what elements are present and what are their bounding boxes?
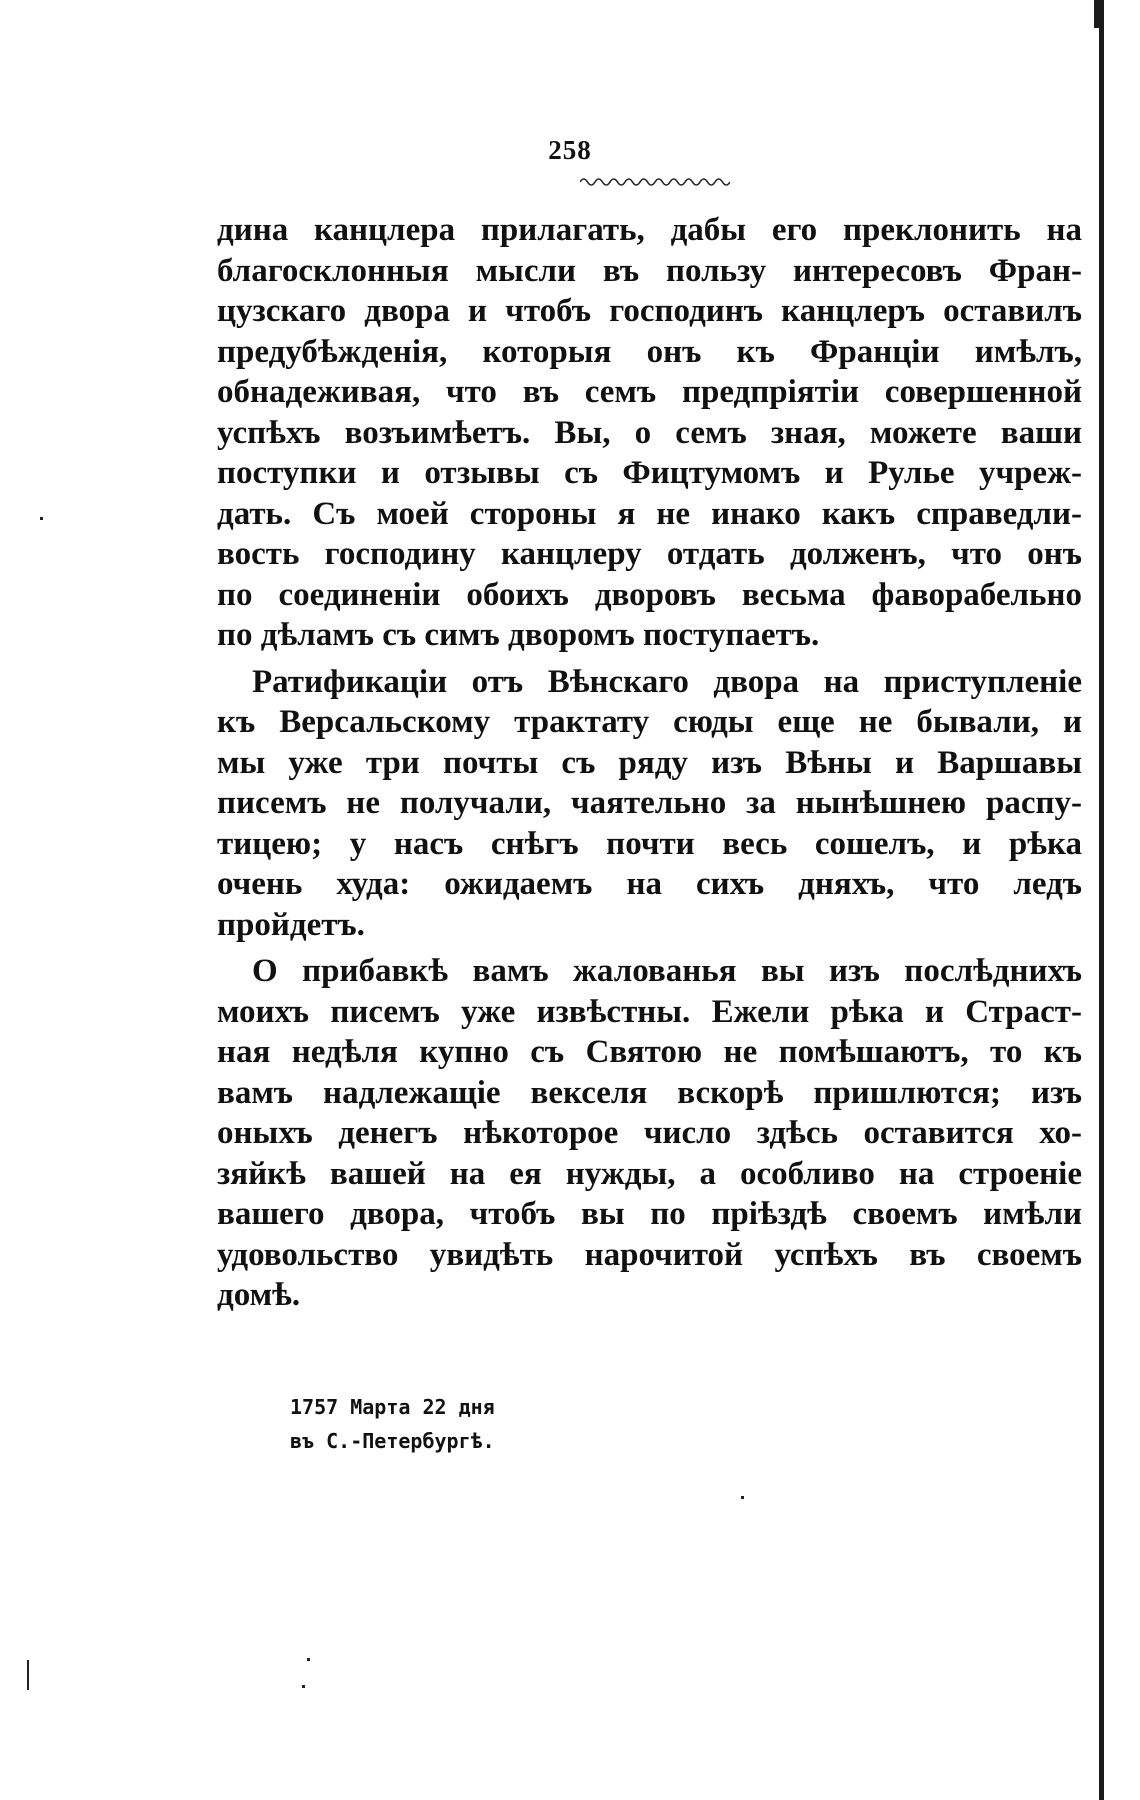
text-line: ная недѣля купно съ Святою не помѣшаютъ, то къ bbox=[217, 1034, 1082, 1070]
body-text bbox=[217, 210, 1082, 1316]
dateline-place: въ С.-Петербургѣ. bbox=[290, 1429, 495, 1453]
text-line: вашего двора, чтобъ вы по пріѣздѣ своемъ имѣли bbox=[217, 1196, 1082, 1232]
page-edge-border-top bbox=[1094, 0, 1104, 28]
text-line: поступки и отзывы съ Фицтумомъ и Рулье учреж- bbox=[217, 455, 1082, 491]
page-edge-border bbox=[1099, 0, 1104, 1800]
dateline bbox=[290, 1390, 495, 1458]
text-line: дать. Съ моей стороны я не инако какъ справедли- bbox=[217, 495, 1082, 532]
text-line: писемъ не получали, чаятельно за нынѣшнею распу- bbox=[217, 785, 1082, 821]
text-line: вамъ надлежащіе векселя вскорѣ пришлются; изъ bbox=[217, 1074, 1082, 1111]
text-line: оныхъ денегъ нѣкоторое число здѣсь оставится хо- bbox=[217, 1115, 1082, 1151]
scan-speck bbox=[40, 517, 43, 520]
text-line: Ратификаціи отъ Вѣнскаго двора на приступленіе bbox=[252, 663, 1082, 700]
paragraph bbox=[217, 210, 1082, 656]
text-line: тицею; у насъ снѣгъ почти весь сошелъ, и рѣка bbox=[217, 825, 1082, 862]
text-line: пройдетъ. bbox=[217, 906, 365, 943]
text-line: зяйкѣ вашей на ея нужды, а особливо на строеніе bbox=[217, 1155, 1082, 1192]
scan-line-artifact bbox=[27, 1660, 29, 1690]
text-line: къ Версальскому трактату сюды еще не бывали, и bbox=[217, 704, 1082, 740]
dateline-date: 1757 Марта 22 дня bbox=[290, 1395, 495, 1419]
text-line: дина канцлера прилагать, дабы его преклонить на bbox=[217, 212, 1082, 248]
decorative-wave-rule bbox=[580, 176, 730, 188]
scan-speck bbox=[302, 1685, 305, 1688]
text-line: по соединеніи обоихъ дворовъ весьма фаворабельно bbox=[217, 576, 1082, 613]
paragraph bbox=[217, 662, 1082, 946]
text-line: цузскаго двора и чтобъ господинъ канцлеръ оставилъ bbox=[217, 293, 1082, 329]
text-line: обнадеживая, что въ семъ предпріятіи совершенной bbox=[217, 374, 1082, 410]
text-line: по дѣламъ съ симъ дворомъ поступаетъ. bbox=[217, 617, 820, 653]
text-line: мы уже три почты съ ряду изъ Вѣны и Варшавы bbox=[217, 744, 1082, 781]
text-line: успѣхъ возъимѣетъ. Вы, о семъ зная, можете ваши bbox=[217, 414, 1082, 451]
paragraph bbox=[217, 951, 1082, 1316]
text-line: домѣ. bbox=[217, 1277, 301, 1313]
text-line: моихъ писемъ уже извѣстны. Ежели рѣка и Страст- bbox=[217, 993, 1082, 1030]
text-line: удовольство увидѣть нарочитой успѣхъ въ своемъ bbox=[217, 1236, 1082, 1273]
text-line: благосклонныя мысли въ пользу интересовъ Фран- bbox=[217, 252, 1082, 289]
text-line: вость господину канцлеру отдать долженъ, что онъ bbox=[217, 536, 1082, 572]
scan-speck bbox=[307, 1658, 310, 1661]
page-number: 258 bbox=[548, 135, 592, 165]
text-line: предубѣжденія, которыя онъ къ Франціи имѣлъ, bbox=[217, 333, 1082, 370]
text-line: О прибавкѣ вамъ жалованья вы изъ послѣднихъ bbox=[252, 953, 1082, 989]
scan-speck bbox=[741, 1496, 744, 1499]
text-line: очень худа: ожидаемъ на сихъ дняхъ, что ледъ bbox=[217, 866, 1082, 902]
